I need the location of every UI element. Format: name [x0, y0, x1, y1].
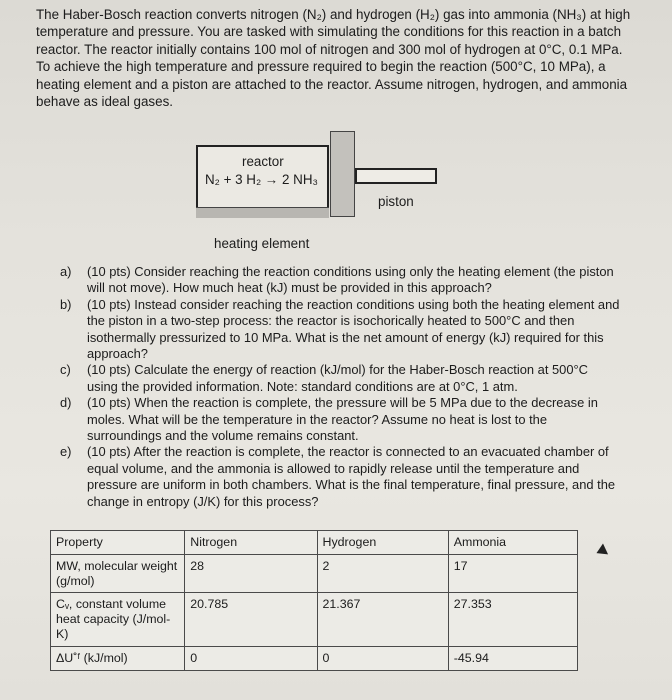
reactor-label: reactor [242, 154, 284, 169]
table-cell: 20.785 [185, 593, 317, 646]
question-marker: a) [60, 264, 72, 279]
question-text: (10 pts) When the reaction is complete, the pressure will be 5 MPa due to the decrease in moles. What will be the temperature in the reactor? Assume no heat is lost to the surroundings and the volume remains constant. [87, 395, 598, 444]
table-cell: -45.94 [448, 646, 577, 670]
table-cell: 28 [185, 554, 317, 593]
table-header: Hydrogen [317, 531, 448, 555]
table-header: Nitrogen [185, 531, 317, 555]
question-text: (10 pts) Calculate the energy of reaction (kJ/mol) for the Haber-Bosch reaction at 500°C using the provided information. Note: standard conditions are at 0°C, 1 atm. [87, 362, 588, 394]
table-row [51, 593, 578, 646]
heating-element-label: heating element [214, 236, 310, 251]
piston-rod [355, 168, 437, 184]
question-text: (10 pts) Consider reaching the reaction conditions using only the heating element (the piston will not move). How much heat (kJ) must be provided in this approach? [87, 264, 614, 296]
question-e [60, 444, 620, 510]
table-cell: ΔU˚ᶠ (kJ/mol) [51, 646, 185, 670]
question-marker: e) [60, 444, 72, 460]
question-d [60, 395, 620, 444]
question-marker: c) [60, 362, 71, 378]
question-marker: d) [60, 395, 72, 411]
table-row [51, 554, 578, 593]
table-cell: 0 [317, 646, 448, 670]
question-list [60, 264, 620, 510]
table-cell: 2 [317, 554, 448, 593]
table-cell: Cᵥ, constant volume heat capacity (J/mol-K) [51, 593, 185, 646]
question-marker: b) [60, 296, 72, 312]
table-cell: 21.367 [317, 593, 448, 646]
properties-table [50, 530, 578, 671]
table-cell: 17 [448, 554, 577, 593]
table-header-row [51, 531, 578, 555]
question-text: (10 pts) Instead consider reaching the reaction conditions using both the heating element and the piston in a two-step process: the reactor is isochorically heated to 500°C and then isothermally pressurized to 10 MPa. What is the net amount of energy (kJ) required for this approach? [87, 296, 620, 362]
problem-intro: The Haber-Bosch reaction converts nitrogen (N₂) and hydrogen (H₂) gas into ammonia (NH₃) at high temperature and pressure. You are tasked with simulating the conditions for this reaction in a batch reactor. The reactor initially contains 100 mol of nitrogen and 300 mol of hydrogen at 0°C, 0.1 MPa. To achieve the high temperature and pressure required to begin the reaction (500°C, 10 MPa), a heating element and a piston are attached to the reactor. Assume nitrogen, hydrogen, and ammonia behave as ideal gases. [36, 7, 631, 110]
question-b [60, 297, 620, 363]
table-header: Property [51, 531, 185, 555]
table-cell: 27.353 [448, 593, 577, 646]
question-a [60, 264, 620, 297]
table-row [51, 646, 578, 670]
mouse-cursor-icon [594, 543, 608, 558]
reaction-equation: N₂ + 3 H₂ → 2 NH₃ [205, 172, 318, 187]
piston-head [330, 131, 355, 217]
table-cell: 0 [185, 646, 317, 670]
table-cell: MW, molecular weight (g/mol) [51, 554, 185, 593]
table-header: Ammonia [448, 531, 577, 555]
question-text: (10 pts) After the reaction is complete, the reactor is connected to an evacuated chamber of equal volume, and the ammonia is allowed to rapidly release until the temperature and pressure are uniform in both chambers. What is the final temperature, final pressure, and the change in entropy (J/K) for this process? [87, 444, 616, 509]
question-c [60, 362, 620, 395]
piston-label: piston [378, 194, 414, 209]
heating-element-plate [196, 207, 329, 218]
